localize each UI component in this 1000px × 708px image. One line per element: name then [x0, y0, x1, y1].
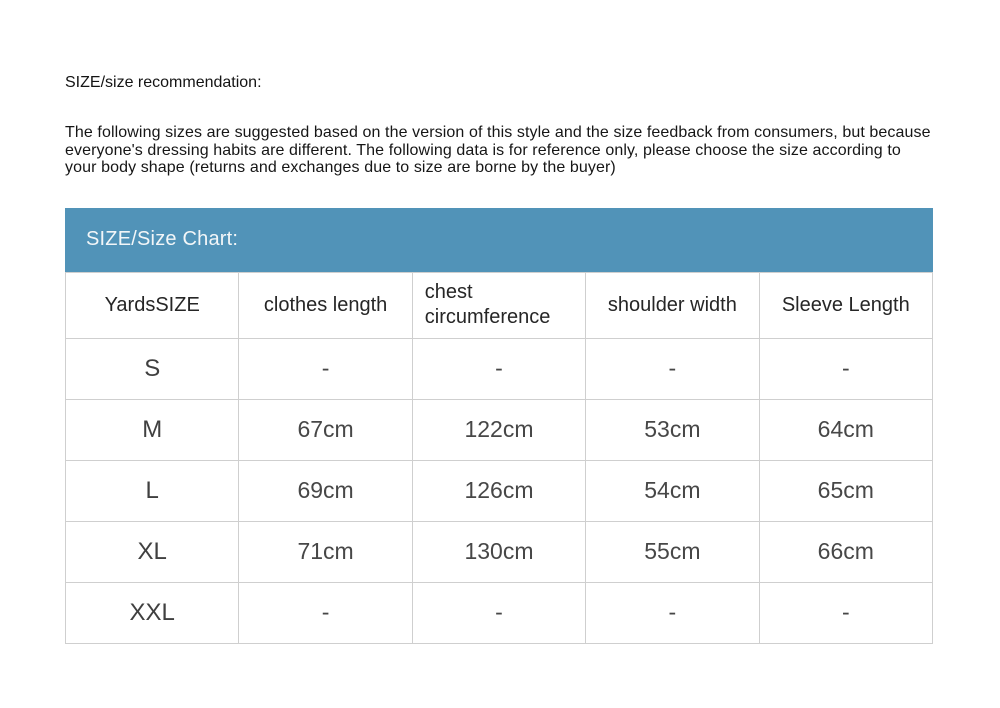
chest-circumference-cell: - [412, 338, 585, 399]
column-header-chest-circumference: chest circumference [412, 272, 585, 338]
shoulder-width-cell: - [586, 582, 759, 643]
size-label-cell: XXL [66, 582, 239, 643]
sleeve-length-cell: 64cm [759, 399, 932, 460]
size-label-cell: M [66, 399, 239, 460]
size-label-cell: S [66, 338, 239, 399]
clothes-length-cell: - [239, 338, 412, 399]
column-header-yards-size: YardsSIZE [66, 272, 239, 338]
table-row-xxl [66, 582, 933, 643]
clothes-length-cell: 69cm [239, 460, 412, 521]
sleeve-length-cell: 66cm [759, 521, 932, 582]
table-row-s [66, 338, 933, 399]
shoulder-width-cell: - [586, 338, 759, 399]
column-header-sleeve-length: Sleeve Length [759, 272, 932, 338]
shoulder-width-cell: 53cm [586, 399, 759, 460]
size-label-cell: XL [66, 521, 239, 582]
chest-circumference-cell: 130cm [412, 521, 585, 582]
table-row-l [66, 460, 933, 521]
chest-circumference-cell: - [412, 582, 585, 643]
table-header-row [66, 272, 933, 338]
size-chart-table [65, 272, 933, 644]
size-label-cell: L [66, 460, 239, 521]
clothes-length-cell: 71cm [239, 521, 412, 582]
shoulder-width-cell: 54cm [586, 460, 759, 521]
table-row-m [66, 399, 933, 460]
column-header-shoulder-width: shoulder width [586, 272, 759, 338]
size-recommendation-section [65, 74, 933, 644]
intro-paragraph: The following sizes are suggested based on the version of this style and the size feedback from consumers, but because everyone's dressing habits are different. The following data is for reference only, please choose the size according to your body shape (returns and exchanges due to size are borne by the buyer) [65, 124, 931, 176]
clothes-length-cell: - [239, 582, 412, 643]
sleeve-length-cell: - [759, 582, 932, 643]
chest-circumference-cell: 126cm [412, 460, 585, 521]
shoulder-width-cell: 55cm [586, 521, 759, 582]
sleeve-length-cell: 65cm [759, 460, 932, 521]
size-chart-banner [65, 208, 933, 272]
clothes-length-cell: 67cm [239, 399, 412, 460]
sleeve-length-cell: - [759, 338, 932, 399]
table-row-xl [66, 521, 933, 582]
size-chart-banner-label: SIZE/Size Chart: [86, 228, 239, 250]
section-heading: SIZE/size recommendation: [65, 74, 262, 91]
column-header-clothes-length: clothes length [239, 272, 412, 338]
chest-circumference-cell: 122cm [412, 399, 585, 460]
